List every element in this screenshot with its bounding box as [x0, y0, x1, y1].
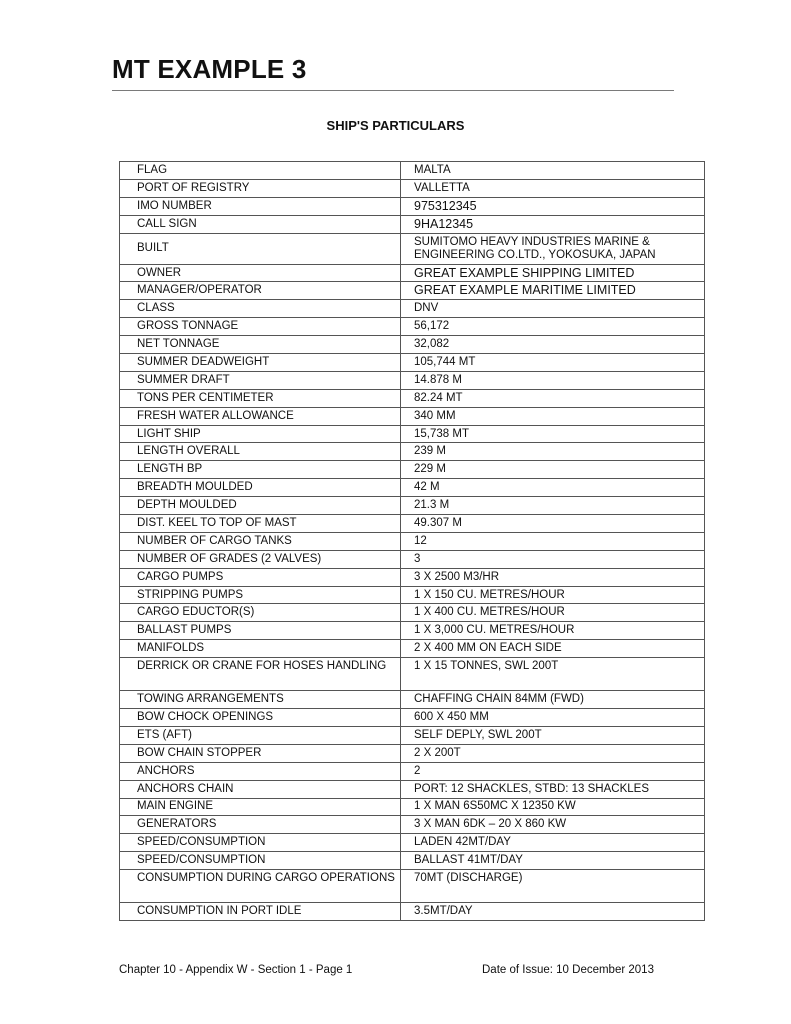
row-label: BOW CHOCK OPENINGS	[120, 709, 401, 727]
table-row	[120, 568, 705, 586]
row-label: DEPTH MOULDED	[120, 497, 401, 515]
row-label: SUMMER DEADWEIGHT	[120, 354, 401, 372]
row-value: CHAFFING CHAIN 84MM (FWD)	[401, 691, 705, 709]
row-label: GENERATORS	[120, 816, 401, 834]
row-value: 3 X MAN 6DK – 20 X 860 KW	[401, 816, 705, 834]
table-row	[120, 425, 705, 443]
table-row	[120, 179, 705, 197]
footer-date-of-issue: Date of Issue: 10 December 2013	[482, 964, 654, 976]
row-label: CARGO EDUCTOR(S)	[120, 604, 401, 622]
table-row	[120, 389, 705, 407]
row-label: CONSUMPTION DURING CARGO OPERATIONS	[120, 870, 401, 903]
table-row	[120, 903, 705, 921]
row-value: 1 X 400 CU. METRES/HOUR	[401, 604, 705, 622]
row-value: 14.878 M	[401, 371, 705, 389]
row-label: BUILT	[120, 233, 401, 264]
table-row	[120, 604, 705, 622]
table-row	[120, 443, 705, 461]
table-row	[120, 762, 705, 780]
ship-particulars-table	[119, 161, 705, 921]
table-row	[120, 798, 705, 816]
row-label: MANIFOLDS	[120, 640, 401, 658]
row-value: VALLETTA	[401, 179, 705, 197]
table-row	[120, 233, 705, 264]
row-label: TONS PER CENTIMETER	[120, 389, 401, 407]
table-row	[120, 780, 705, 798]
row-value: 2 X 400 MM ON EACH SIDE	[401, 640, 705, 658]
document-title: MT EXAMPLE 3	[112, 54, 307, 84]
table-row	[120, 852, 705, 870]
row-value: 49.307 M	[401, 515, 705, 533]
row-label: MAIN ENGINE	[120, 798, 401, 816]
row-label: TOWING ARRANGEMENTS	[120, 691, 401, 709]
row-value: 239 M	[401, 443, 705, 461]
row-label: ANCHORS CHAIN	[120, 780, 401, 798]
row-value: SUMITOMO HEAVY INDUSTRIES MARINE & ENGINEERING CO.LTD., YOKOSUKA, JAPAN	[401, 233, 705, 264]
row-label: NUMBER OF GRADES (2 VALVES)	[120, 550, 401, 568]
table-row	[120, 318, 705, 336]
row-value: 15,738 MT	[401, 425, 705, 443]
table-row	[120, 744, 705, 762]
row-label: NUMBER OF CARGO TANKS	[120, 532, 401, 550]
row-label: OWNER	[120, 264, 401, 282]
row-label: SPEED/CONSUMPTION	[120, 852, 401, 870]
table-row	[120, 300, 705, 318]
row-value: 3.5MT/DAY	[401, 903, 705, 921]
row-value: LADEN 42MT/DAY	[401, 834, 705, 852]
row-value: 229 M	[401, 461, 705, 479]
row-label: DIST. KEEL TO TOP OF MAST	[120, 515, 401, 533]
row-value: PORT: 12 SHACKLES, STBD: 13 SHACKLES	[401, 780, 705, 798]
row-label: ETS (AFT)	[120, 726, 401, 744]
table-row	[120, 622, 705, 640]
table-row	[120, 162, 705, 180]
row-value: GREAT EXAMPLE MARITIME LIMITED	[401, 282, 705, 300]
row-value: BALLAST 41MT/DAY	[401, 852, 705, 870]
row-value: 3 X 2500 M3/HR	[401, 568, 705, 586]
table-row	[120, 658, 705, 691]
row-value: 1 X MAN 6S50MC X 12350 KW	[401, 798, 705, 816]
row-label: CLASS	[120, 300, 401, 318]
table-row	[120, 834, 705, 852]
table-row	[120, 870, 705, 903]
row-value: 975312345	[401, 197, 705, 215]
table-row	[120, 640, 705, 658]
row-label: MANAGER/OPERATOR	[120, 282, 401, 300]
footer-page-reference: Chapter 10 - Appendix W - Section 1 - Page 1	[119, 964, 353, 976]
table-row	[120, 215, 705, 233]
row-value: SELF DEPLY, SWL 200T	[401, 726, 705, 744]
row-label: BALLAST PUMPS	[120, 622, 401, 640]
table-row	[120, 264, 705, 282]
row-value: 600 X 450 MM	[401, 709, 705, 727]
row-value: 82.24 MT	[401, 389, 705, 407]
row-value: 1 X 150 CU. METRES/HOUR	[401, 586, 705, 604]
row-label: LENGTH BP	[120, 461, 401, 479]
table-row	[120, 354, 705, 372]
table-row	[120, 282, 705, 300]
row-value: GREAT EXAMPLE SHIPPING LIMITED	[401, 264, 705, 282]
row-value: MALTA	[401, 162, 705, 180]
row-value: 56,172	[401, 318, 705, 336]
row-label: SPEED/CONSUMPTION	[120, 834, 401, 852]
table-body	[120, 162, 705, 921]
row-label: CONSUMPTION IN PORT IDLE	[120, 903, 401, 921]
row-value: 3	[401, 550, 705, 568]
table-row	[120, 532, 705, 550]
row-value: 21.3 M	[401, 497, 705, 515]
row-value: 105,744 MT	[401, 354, 705, 372]
row-value: 32,082	[401, 336, 705, 354]
row-label: LIGHT SHIP	[120, 425, 401, 443]
row-label: CALL SIGN	[120, 215, 401, 233]
row-label: SUMMER DRAFT	[120, 371, 401, 389]
row-label: NET TONNAGE	[120, 336, 401, 354]
row-label: CARGO PUMPS	[120, 568, 401, 586]
table-row	[120, 550, 705, 568]
row-label: STRIPPING PUMPS	[120, 586, 401, 604]
table-row	[120, 336, 705, 354]
row-label: DERRICK OR CRANE FOR HOSES HANDLING	[120, 658, 401, 691]
table-row	[120, 407, 705, 425]
row-label: LENGTH OVERALL	[120, 443, 401, 461]
row-value: 1 X 15 TONNES, SWL 200T	[401, 658, 705, 691]
table-row	[120, 586, 705, 604]
row-value: 42 M	[401, 479, 705, 497]
row-label: GROSS TONNAGE	[120, 318, 401, 336]
title-divider	[112, 90, 674, 91]
row-value: 9HA12345	[401, 215, 705, 233]
row-value: 70MT (DISCHARGE)	[401, 870, 705, 903]
row-value: 12	[401, 532, 705, 550]
row-value: 2	[401, 762, 705, 780]
row-label: BREADTH MOULDED	[120, 479, 401, 497]
row-label: BOW CHAIN STOPPER	[120, 744, 401, 762]
table-row	[120, 515, 705, 533]
table-row	[120, 691, 705, 709]
row-label: FRESH WATER ALLOWANCE	[120, 407, 401, 425]
row-label: IMO NUMBER	[120, 197, 401, 215]
section-title: SHIP'S PARTICULARS	[326, 118, 465, 133]
table-row	[120, 816, 705, 834]
table-row	[120, 497, 705, 515]
row-value: 2 X 200T	[401, 744, 705, 762]
row-label: FLAG	[120, 162, 401, 180]
row-label: ANCHORS	[120, 762, 401, 780]
row-label: PORT OF REGISTRY	[120, 179, 401, 197]
table-row	[120, 371, 705, 389]
row-value: DNV	[401, 300, 705, 318]
row-value: 340 MM	[401, 407, 705, 425]
table-row	[120, 197, 705, 215]
table-row	[120, 479, 705, 497]
table-row	[120, 709, 705, 727]
table-row	[120, 461, 705, 479]
table-row	[120, 726, 705, 744]
row-value: 1 X 3,000 CU. METRES/HOUR	[401, 622, 705, 640]
